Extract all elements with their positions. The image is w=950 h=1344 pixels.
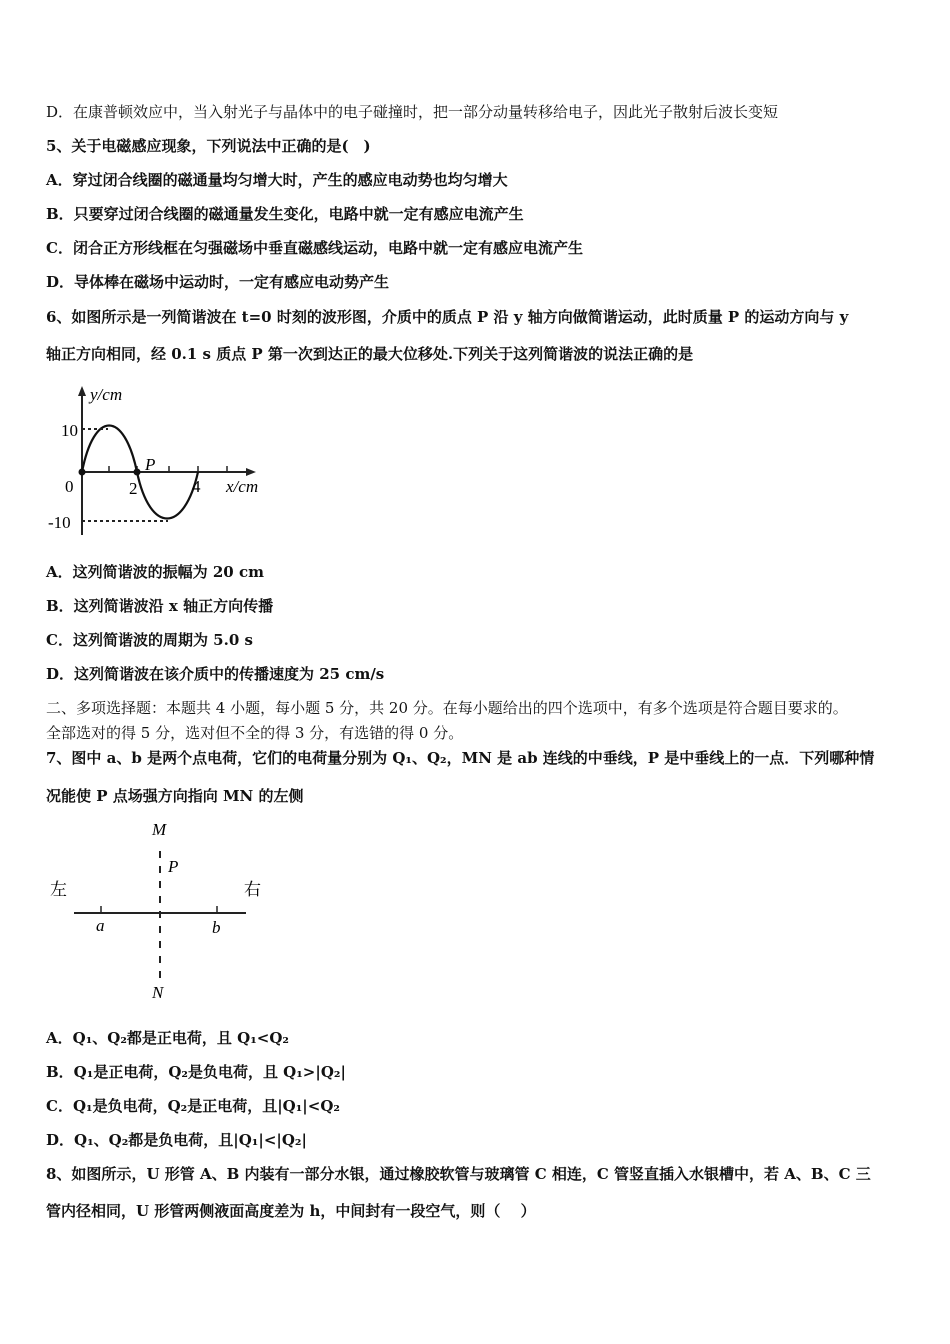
- q8-stem-line1: 8、如图所示，U 形管 A、B 内装有一部分水银，通过橡胶软管与玻璃管 C 相连，C 管竖直插入水银槽中，若 A、B、C 三: [46, 1165, 871, 1183]
- y-axis-arrow: [78, 386, 86, 396]
- q6-option-d: D．这列简谐波在该介质中的传播速度为 25 cm/s: [46, 665, 385, 683]
- point-p-dot: [134, 469, 141, 476]
- q8-stem-line2: 管内径相同，U 形管两侧液面高度差为 h，中间封有一段空气，则（ ）: [46, 1202, 536, 1220]
- q6-option-a: A．这列简谐波的振幅为 20 cm: [46, 563, 264, 581]
- y-min-label: -10: [48, 513, 71, 532]
- q7-option-b: B．Q₁是正电荷，Q₂是负电荷，且 Q₁>|Q₂|: [46, 1063, 346, 1081]
- q6-option-b: B．这列简谐波沿 x 轴正方向传播: [46, 597, 274, 615]
- wave-figure: [44, 380, 274, 545]
- q5-option-a: A．穿过闭合线圈的磁通量均匀增大时，产生的感应电动势也均匀增大: [46, 171, 508, 189]
- q4-option-d: D．在康普顿效应中，当入射光子与晶体中的电子碰撞时，把一部分动量转移给电子，因此光子散射后波长变短: [46, 103, 779, 121]
- y-axis-label: y/cm: [90, 385, 123, 404]
- q7-stem-line1: 7、图中 a、b 是两个点电荷，它们的电荷量分别为 Q₁、Q₂，MN 是 ab 连线的中垂线，P 是中垂线上的一点．下列哪种情: [46, 749, 875, 767]
- label-b: b: [212, 918, 221, 937]
- label-p: P: [168, 857, 179, 876]
- x-axis-arrow: [246, 468, 256, 476]
- q6-stem-line1: 6、如图所示是一列简谐波在 t=0 时刻的波形图，介质中的质点 P 沿 y 轴方向做简谐运动，此时质量 P 的运动方向与 y: [46, 308, 849, 326]
- section2-instructions-line1: 二、多项选择题：本题共 4 小题，每小题 5 分，共 20 分。在每小题给出的四个选项中，有多个选项是符合题目要求的。: [46, 699, 848, 717]
- label-a: a: [96, 916, 105, 935]
- q5-option-b: B．只要穿过闭合线圈的磁通量发生变化，电路中就一定有感应电流产生: [46, 205, 524, 223]
- q6-stem-line2: 轴正方向相同，经 0.1 s 质点 P 第一次到达正的最大位移处.下列关于这列简谐波的说法正确的是: [46, 345, 694, 363]
- charge-figure: [44, 815, 274, 1010]
- label-right: 右: [244, 880, 261, 899]
- x-tick-label-4: 4: [192, 477, 201, 496]
- origin-point: [79, 469, 86, 476]
- q5-option-c: C．闭合正方形线框在匀强磁场中垂直磁感线运动，电路中就一定有感应电流产生: [46, 239, 583, 257]
- label-left: 左: [50, 880, 67, 899]
- q6-option-c: C．这列简谐波的周期为 5.0 s: [46, 631, 253, 649]
- q5-option-d: D．导体棒在磁场中运动时，一定有感应电动势产生: [46, 273, 390, 291]
- y-max-label: 10: [61, 421, 78, 440]
- x-tick-label-2: 2: [129, 479, 138, 498]
- point-p-label: P: [145, 455, 156, 474]
- label-m: M: [152, 820, 167, 839]
- q7-option-c: C．Q₁是负电荷，Q₂是正电荷，且|Q₁|<Q₂: [46, 1097, 340, 1115]
- q7-stem-line2: 况能使 P 点场强方向指向 MN 的左侧: [46, 787, 304, 805]
- origin-label: 0: [65, 477, 74, 496]
- q7-option-d: D．Q₁、Q₂都是负电荷，且|Q₁|<|Q₂|: [46, 1131, 307, 1149]
- x-axis-label: x/cm: [226, 477, 259, 496]
- label-n: N: [152, 983, 164, 1002]
- q5-stem: 5、关于电磁感应现象，下列说法中正确的是( ): [46, 137, 371, 155]
- q7-option-a: A．Q₁、Q₂都是正电荷，且 Q₁<Q₂: [46, 1029, 289, 1047]
- section2-instructions-line2: 全部选对的得 5 分，选对但不全的得 3 分，有选错的得 0 分。: [46, 724, 464, 742]
